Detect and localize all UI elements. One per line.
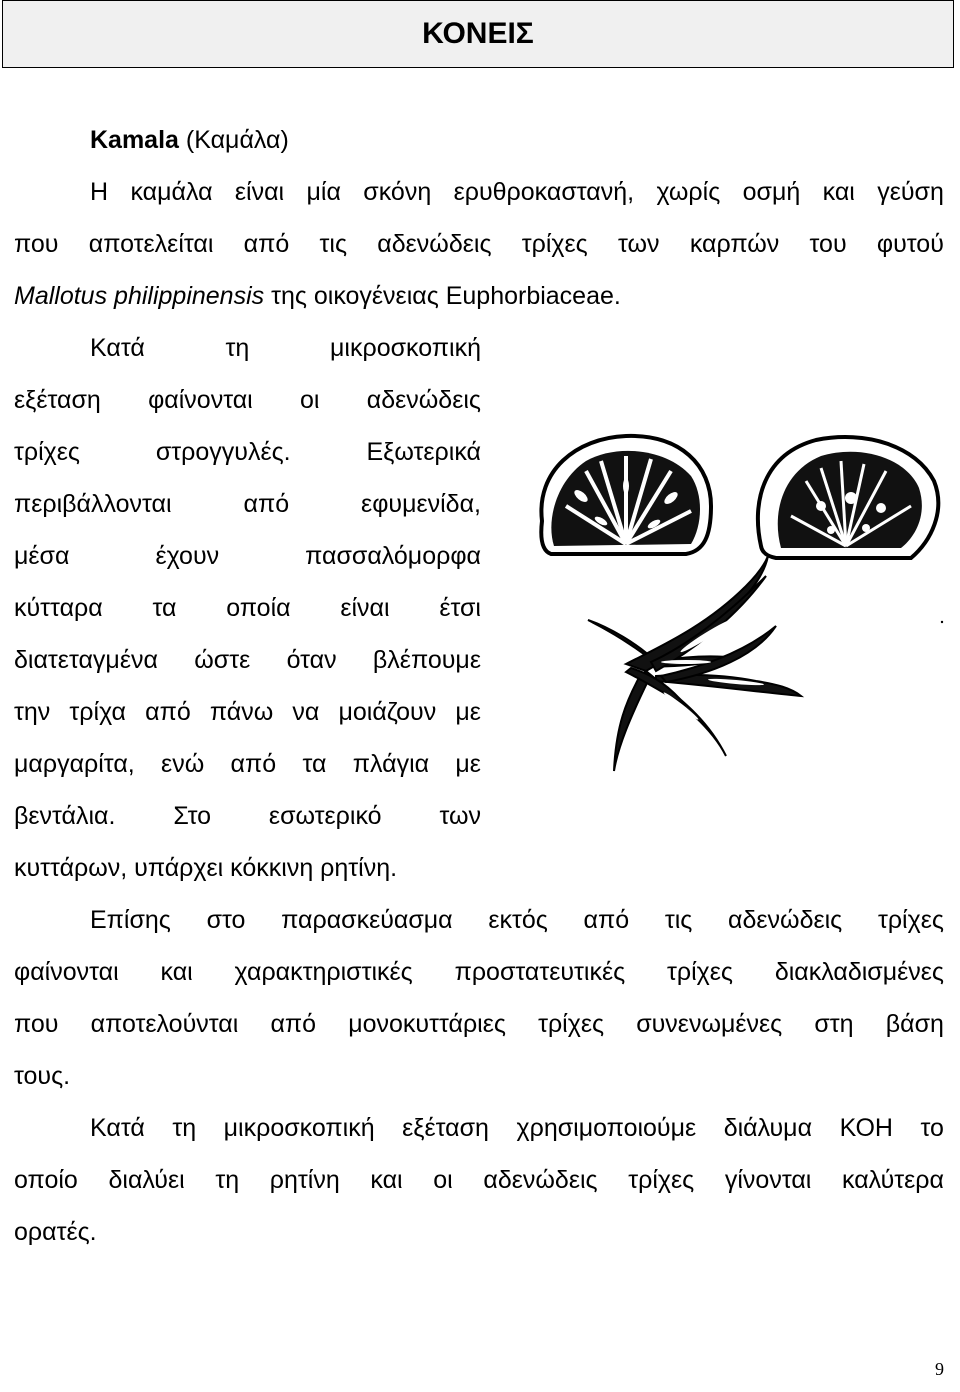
word: από [243, 230, 290, 258]
word: διαλύει [108, 1166, 185, 1194]
word: πάνω [209, 698, 274, 726]
word: αδενώδεις [366, 386, 481, 414]
word: αποτελείται [88, 230, 214, 258]
word: εφυμενίδα, [361, 490, 481, 518]
word: ώστε [194, 646, 251, 674]
paragraph2-line5 [14, 530, 481, 582]
word: φυτού [876, 230, 944, 258]
word: και [370, 1166, 403, 1194]
word: φαίνονται [14, 958, 119, 986]
paragraph1-line2 [14, 218, 944, 270]
word: τη [172, 1114, 197, 1142]
paragraph2-line8 [14, 686, 481, 738]
word: τρίχα [69, 698, 126, 726]
word: κύτταρα [14, 594, 103, 622]
word: χωρίς [656, 178, 721, 206]
word: οι [300, 386, 320, 414]
page-title: ΚΟΝΕΙΣ [2, 0, 954, 68]
family-text: της οικογένειας Euphorbiaceae. [264, 282, 621, 310]
section-name-greek: (Καμάλα) [185, 126, 289, 154]
word: έχουν [155, 542, 220, 570]
word: σκόνη [363, 178, 432, 206]
word: ερυθροκαστανή, [453, 178, 635, 206]
word: τρίχες [521, 230, 588, 258]
word: όταν [286, 646, 337, 674]
word: τρίχες [628, 1166, 695, 1194]
word: στη [814, 1010, 854, 1038]
word: παρασκεύασμα [281, 906, 453, 934]
word: τη [215, 1166, 240, 1194]
paragraph3-last-line: τους. [14, 1062, 71, 1090]
paragraph4-last-line: ορατές. [14, 1218, 97, 1246]
word: πασσαλόμορφα [305, 542, 481, 570]
word: τρίχες [667, 958, 733, 986]
word: των [618, 230, 660, 258]
word: Επίσης [90, 906, 171, 934]
word: χαρακτηριστικές [234, 958, 413, 986]
kamala-hairs-illustration [506, 426, 944, 782]
word: καλύτερα [842, 1166, 944, 1194]
word: από [230, 750, 277, 778]
word: τις [319, 230, 348, 258]
word: έτσι [439, 594, 481, 622]
paragraph4-line2 [14, 1154, 944, 1206]
word: την [14, 698, 51, 726]
paragraph2-line2 [14, 374, 481, 426]
word: είναι [234, 178, 285, 206]
word: που [14, 1010, 59, 1038]
word: διάλυμα [723, 1114, 813, 1142]
glandular-hair-right [758, 437, 938, 558]
word: το [920, 1114, 944, 1142]
glandular-hair-left [541, 436, 711, 554]
word: ρητίνη [269, 1166, 340, 1194]
word: από [243, 490, 290, 518]
paragraph2-line7 [14, 634, 481, 686]
word: αδενώδεις [377, 230, 492, 258]
word: καρπών [689, 230, 780, 258]
word: αδενώδεις [483, 1166, 598, 1194]
word: στρογγυλές. [155, 438, 291, 466]
word: αποτελούνται [90, 1010, 239, 1038]
word: τις [664, 906, 693, 934]
word: συνενωμένες [636, 1010, 783, 1038]
word: εξέταση [402, 1114, 489, 1142]
word: διατεταγμένα [14, 646, 158, 674]
word: αδενώδεις [728, 906, 843, 934]
word: τη [225, 334, 250, 362]
word: οσμή [742, 178, 801, 206]
paragraph2-line9 [14, 738, 481, 790]
word: να [292, 698, 320, 726]
word: με [455, 750, 481, 778]
paragraph1-line1 [90, 166, 944, 218]
word: προστατευτικές [454, 958, 626, 986]
word: τρίχες [877, 906, 944, 934]
word: τα [302, 750, 327, 778]
word: ενώ [161, 750, 205, 778]
word: μαργαρίτα, [14, 750, 135, 778]
word: ΚΟΗ [839, 1114, 893, 1142]
word: μοιάζουν [338, 698, 437, 726]
word: βάση [885, 1010, 944, 1038]
word: και [160, 958, 193, 986]
word: φαίνονται [148, 386, 253, 414]
word: από [583, 906, 630, 934]
paragraph2-line10 [14, 790, 481, 842]
word: τρίχες [538, 1010, 605, 1038]
section-name: Kamala [90, 126, 179, 154]
word: και [822, 178, 855, 206]
word: από [270, 1010, 317, 1038]
paragraph2-line1 [90, 322, 481, 374]
word: μονοκυττάριες [348, 1010, 506, 1038]
word: οποία [226, 594, 291, 622]
word: τα [152, 594, 177, 622]
word: με [455, 698, 481, 726]
paragraph1-line3 [14, 270, 621, 322]
word: του [809, 230, 847, 258]
word: οποίο [14, 1166, 78, 1194]
word: Κατά [90, 334, 145, 362]
word: Η [90, 178, 109, 206]
word: εξέταση [14, 386, 101, 414]
word: βεντάλια. [14, 802, 116, 830]
paragraph4-line1 [90, 1102, 944, 1154]
paragraph2-line6 [14, 582, 481, 634]
paragraph2-last-line: κυττάρων, υπάρχει κόκκινη ρητίνη. [14, 854, 398, 882]
word: μικροσκοπική [330, 334, 481, 362]
word: εκτός [488, 906, 548, 934]
word: των [439, 802, 481, 830]
word: που [14, 230, 59, 258]
word: Στο [173, 802, 212, 830]
word: χρησιμοποιούμε [516, 1114, 697, 1142]
paragraph3-line2 [14, 946, 944, 998]
word: Εξωτερικά [366, 438, 481, 466]
section-heading [90, 114, 289, 166]
word: γίνονται [724, 1166, 812, 1194]
word: βλέπουμε [372, 646, 481, 674]
word: διακλαδισμένες [774, 958, 944, 986]
word: είναι [340, 594, 390, 622]
paragraph3-line3 [14, 998, 944, 1050]
paragraph3-line1 [90, 894, 944, 946]
word: μέσα [14, 542, 70, 570]
word: από [145, 698, 191, 726]
word: πλάγια [352, 750, 430, 778]
word: γεύση [877, 178, 944, 206]
word: περιβάλλονται [14, 490, 172, 518]
word: οι [433, 1166, 453, 1194]
page-number: 9 [935, 1359, 944, 1379]
paragraph2-line3 [14, 426, 481, 478]
word: μικροσκοπική [223, 1114, 375, 1142]
word: εσωτερικό [268, 802, 382, 830]
species-name: Mallotus philippinensis [14, 282, 265, 310]
paragraph2-line4 [14, 478, 481, 530]
word: μία [306, 178, 341, 206]
word: στο [206, 906, 246, 934]
word: Κατά [90, 1114, 145, 1142]
word: τρίχες [14, 438, 80, 466]
word: καμάλα [130, 178, 213, 206]
